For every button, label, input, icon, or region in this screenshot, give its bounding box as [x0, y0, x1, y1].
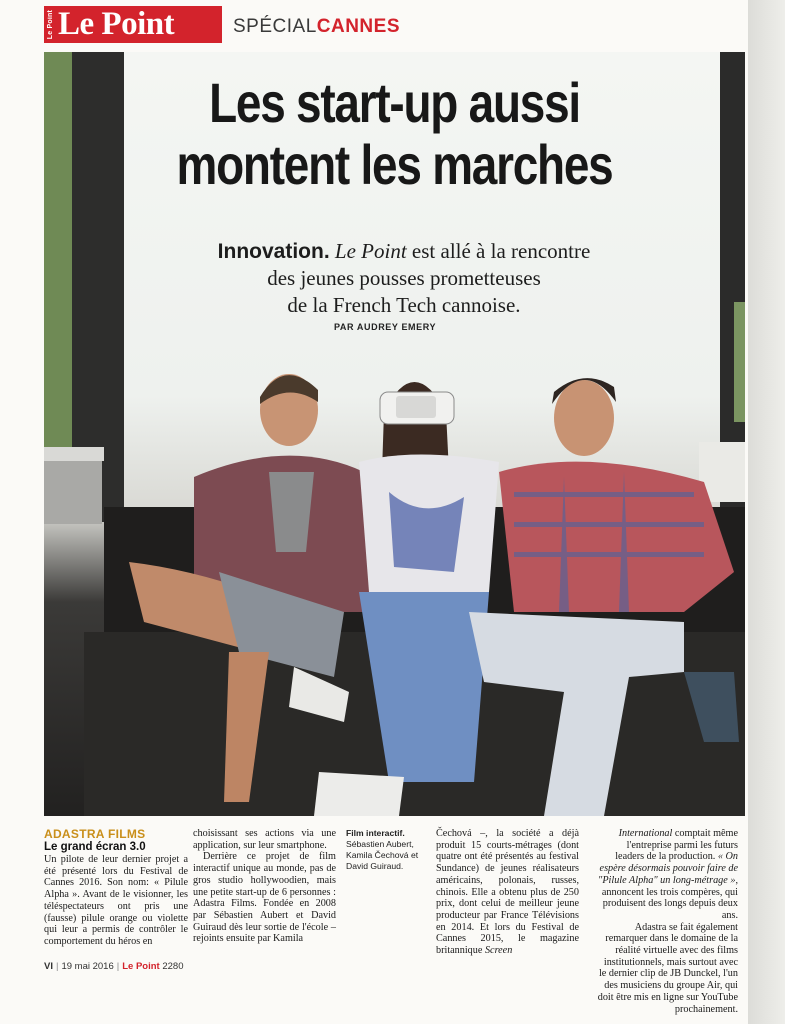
article-byline: PAR AUDREY EMERY [334, 322, 437, 332]
deck-italic: Le Point [334, 239, 407, 263]
column-2-paragraph-2: Derrière ce projet de film interactif unique au monde, pas de gros studio hollywoodien, mais une petite start-up de 6 personnes : Adastra Films. Fondée en 2008 par Sébastien Aubert et David Guiraud dès leur sortie de l'école – rejoints ensuite par Kamila [193, 851, 336, 945]
text-column-5 [596, 828, 738, 1015]
deck-text-2: des jeunes pousses prometteuses [267, 266, 541, 290]
left-window-tree [44, 52, 72, 482]
deck-text-1: est allé à la rencontre [406, 239, 591, 263]
footer-date: 19 mai 2016 [61, 961, 114, 972]
column-5-paragraph-2: Adastra se fait également remarquer dans le domaine de la réalité virtuelle avec des films institutionnels, mais surtout avec le dernier clip de JB Dunckel, l'un des musiciens du groupe Air, qui doit être mis en ligne sur YouTube prochainement. [597, 921, 738, 1015]
section-prefix: SPÉCIAL [233, 16, 317, 37]
section-name: CANNES [316, 16, 400, 37]
headline-line-2: montent les marches [176, 133, 613, 196]
article-deck [154, 238, 654, 319]
logo-small-text: Le Point [47, 9, 54, 40]
deck-kicker: Innovation. [217, 240, 330, 263]
text-column-2 [193, 828, 336, 945]
photo-caption [346, 828, 424, 872]
column-5-text-1: comptait même l'entreprise parmi les futurs leaders de la production. [615, 828, 738, 863]
man-right-shirt [499, 462, 734, 612]
column-5-italic: International [618, 828, 673, 839]
text-column-1 [44, 828, 188, 948]
column-5-text-2: , annoncent les trois compères, qui produisent des longs depuis deux ans. [601, 874, 738, 921]
logo-text: Le Point [58, 6, 175, 42]
column-5-quote: « On espère désormais pouvoir faire de "Pilule Alpha" un long-métrage » [598, 851, 738, 886]
column-2-paragraph-1: choisissant ses actions via une application, sur leur smartphone. [193, 828, 336, 851]
article-headline [107, 72, 682, 196]
footer-issue: 2280 [162, 961, 184, 972]
sidebar-subtitle: Le grand écran 3.0 [44, 841, 146, 853]
footer-brand: Le Point [122, 961, 160, 972]
le-point-logo [44, 6, 222, 43]
page-folio: VI [44, 961, 53, 972]
printer [44, 452, 102, 524]
caption-title: Film interactif. [346, 828, 405, 838]
headline-line-1: Les start-up aussi [209, 71, 580, 134]
printer-top [44, 447, 104, 461]
caption-text: Sébastien Aubert, Kamila Čechová et David Guiraud. [346, 839, 419, 871]
woman-shoes [314, 772, 404, 816]
vr-headset-phone [396, 396, 436, 418]
man-right-head [554, 380, 614, 456]
sidebar-title: ADASTRA FILMS [44, 827, 146, 841]
column-4-text: Čechová –, la société a déjà produit 15 courts-métrages (dont quatre ont été présentés au festival Sundance) de jeunes réalisateurs américains, polonais, russes, chinois. Elle a obtenu plus de 250 prix, dont celui de meilleur jeune producteur par France Télévisions en 2014. Et lors du Festival de Cannes 2015, le magazine britannique [436, 828, 579, 957]
deck-text-3: de la French Tech cannoise. [287, 293, 521, 317]
text-column-4 [436, 828, 579, 957]
article-photo [44, 52, 745, 816]
right-window-tree [734, 302, 745, 422]
column-1-text: Un pilote de leur dernier projet a été présenté lors du Festival de Cannes 2016. Son nom: « Pilule Alpha ». Avant de le visionner, les téléspectateurs ont pris une (fausse) pilule orange ou violette qui leur a permis de contrôler le comportement du héros en [44, 854, 188, 947]
page-footer: VI | 19 mai 2016 | Le Point 2280 [44, 961, 184, 972]
section-tag [233, 16, 400, 38]
column-4-italic: Screen [484, 945, 513, 957]
scan-margin [748, 0, 785, 1024]
